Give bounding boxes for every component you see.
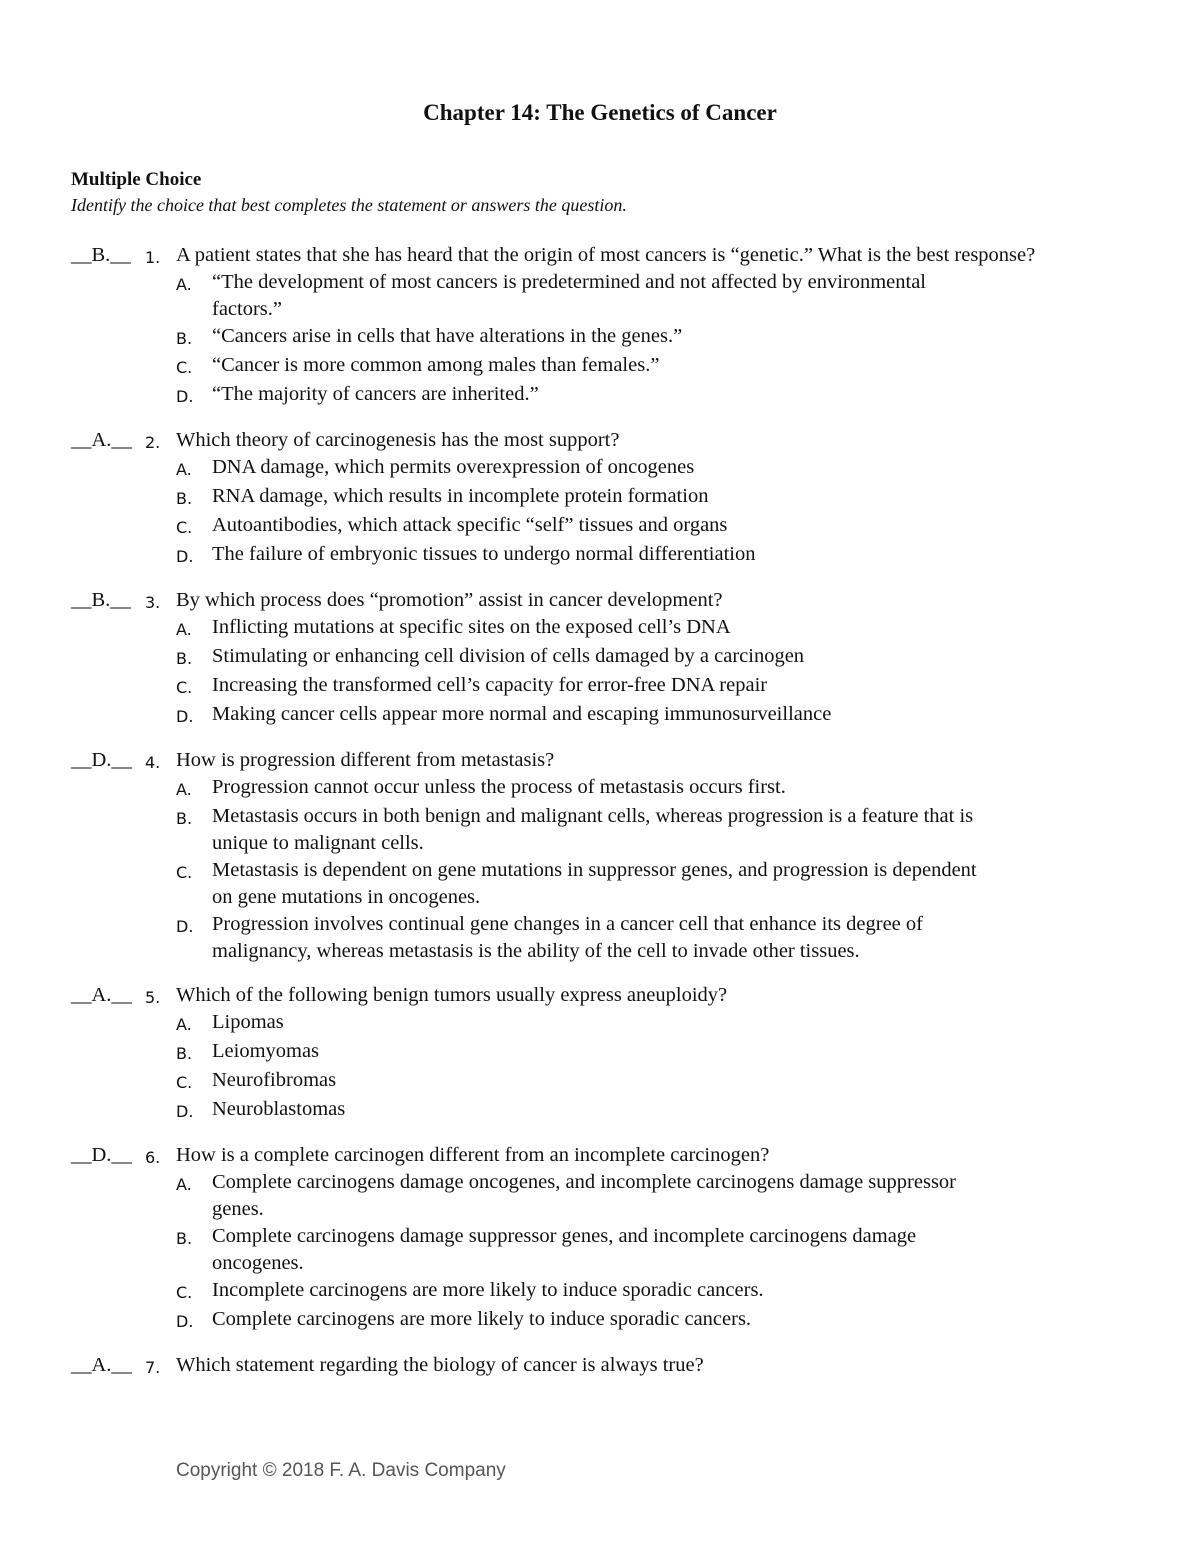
option-text: Neurofibromas	[212, 1069, 337, 1091]
answer-option	[176, 774, 1131, 803]
option-text: Progression involves continual gene changes in a cancer cell that enhance its degree of malignancy, whereas metastasis is the ability of the cell to invade other tissues.	[212, 913, 923, 962]
option-text: Making cancer cells appear more normal and escaping immunosurveillance	[212, 703, 832, 725]
question-body	[176, 982, 1131, 1125]
question-body	[176, 427, 1131, 570]
answer-option	[176, 1009, 1131, 1038]
question-number: 7.	[145, 1358, 161, 1377]
option-letter: D.	[176, 387, 194, 406]
option-text: Progression cannot occur unless the process of metastasis occurs first.	[212, 776, 786, 798]
option-letter: C.	[176, 358, 193, 377]
answer-option	[176, 643, 1131, 672]
option-letter: A.	[176, 620, 192, 639]
answer-option	[176, 454, 1131, 483]
option-text: “Cancers arise in cells that have alterations in the genes.”	[212, 325, 683, 347]
answer-option	[176, 614, 1131, 643]
option-text: Incomplete carcinogens are more likely to induce sporadic cancers.	[212, 1279, 764, 1301]
copyright-footer: Copyright © 2018 F. A. Davis Company	[176, 1460, 506, 1481]
answer-option	[176, 701, 1131, 730]
question-6	[71, 1142, 1131, 1335]
answer-option	[176, 1169, 1131, 1223]
question-1	[71, 242, 1131, 410]
answer-slot: __B.__	[71, 244, 131, 266]
answer-option	[176, 381, 1131, 410]
option-letter: B.	[176, 1229, 193, 1248]
question-3	[71, 587, 1131, 730]
option-letter: B.	[176, 649, 193, 668]
option-letter: D.	[176, 1312, 194, 1331]
question-4	[71, 747, 1131, 965]
answer-slot: __A.__	[71, 1354, 132, 1376]
option-letter: A.	[176, 780, 192, 799]
option-text: Stimulating or enhancing cell division of cells damaged by a carcinogen	[212, 645, 805, 667]
question-stem: How is progression different from metastasis?	[176, 749, 555, 771]
answer-option	[176, 323, 1131, 352]
option-text: Autoantibodies, which attack specific “self” tissues and organs	[212, 514, 728, 536]
section-heading: Multiple Choice	[71, 169, 202, 190]
question-body	[176, 587, 1131, 730]
option-text: Metastasis is dependent on gene mutations in suppressor genes, and progression is dependent on gene mutations in oncogenes.	[212, 859, 977, 908]
answer-option	[176, 1223, 1131, 1277]
question-5	[71, 982, 1131, 1125]
answer-option	[176, 1096, 1131, 1125]
option-letter: B.	[176, 1044, 193, 1063]
question-stem: Which theory of carcinogenesis has the most support?	[176, 429, 620, 451]
answer-option	[176, 1038, 1131, 1067]
option-letter: A.	[176, 460, 192, 479]
option-letter: D.	[176, 1102, 194, 1121]
question-body	[176, 747, 1131, 965]
answer-option	[176, 269, 1131, 323]
option-text: Complete carcinogens damage suppressor genes, and incomplete carcinogens damage oncogenes.	[212, 1225, 917, 1274]
answer-option	[176, 352, 1131, 381]
option-letter: A.	[176, 275, 192, 294]
option-text: Complete carcinogens are more likely to induce sporadic cancers.	[212, 1308, 752, 1330]
answer-slot: __D.__	[71, 749, 132, 771]
answer-option	[176, 541, 1131, 570]
question-number: 3.	[145, 593, 161, 612]
option-text: Inflicting mutations at specific sites on the exposed cell’s DNA	[212, 616, 731, 638]
option-text: “The majority of cancers are inherited.”	[212, 383, 539, 405]
question-body	[176, 242, 1131, 410]
option-letter: A.	[176, 1015, 192, 1034]
answer-option	[176, 672, 1131, 701]
option-text: “The development of most cancers is predetermined and not affected by environmental factors.”	[212, 271, 927, 320]
option-letter: C.	[176, 678, 193, 697]
option-letter: D.	[176, 547, 194, 566]
option-text: RNA damage, which results in incomplete protein formation	[212, 485, 709, 507]
question-number: 4.	[145, 753, 161, 772]
option-letter: B.	[176, 809, 193, 828]
answer-slot: __A.__	[71, 429, 132, 451]
question-number: 2.	[145, 433, 161, 452]
option-text: The failure of embryonic tissues to undergo normal differentiation	[212, 543, 756, 565]
option-letter: C.	[176, 1283, 193, 1302]
question-stem: Which of the following benign tumors usually express aneuploidy?	[176, 984, 728, 1006]
option-letter: A.	[176, 1175, 192, 1194]
answer-slot: __D.__	[71, 1144, 132, 1166]
option-text: Increasing the transformed cell’s capacity for error-free DNA repair	[212, 674, 768, 696]
question-stem: By which process does “promotion” assist in cancer development?	[176, 589, 723, 611]
option-letter: B.	[176, 489, 193, 508]
option-letter: C.	[176, 518, 193, 537]
option-letter: D.	[176, 917, 194, 936]
question-body	[176, 1352, 1131, 1381]
question-7	[71, 1352, 1131, 1381]
answer-option	[176, 512, 1131, 541]
question-2	[71, 427, 1131, 570]
option-letter: D.	[176, 707, 194, 726]
answer-option	[176, 911, 1131, 965]
option-text: Leiomyomas	[212, 1040, 320, 1062]
option-text: Complete carcinogens damage oncogenes, and incomplete carcinogens damage suppressor genes.	[212, 1171, 956, 1220]
option-text: Neuroblastomas	[212, 1098, 346, 1120]
answer-slot: __B.__	[71, 589, 131, 611]
option-text: Metastasis occurs in both benign and malignant cells, whereas progression is a feature that is unique to malignant cells.	[212, 805, 974, 854]
answer-option	[176, 1306, 1131, 1335]
answer-option	[176, 803, 1131, 857]
option-text: DNA damage, which permits overexpression of oncogenes	[212, 456, 695, 478]
answer-slot: __A.__	[71, 984, 132, 1006]
question-stem: A patient states that she has heard that the origin of most cancers is “genetic.” What is the best response?	[176, 244, 1036, 266]
answer-option	[176, 1277, 1131, 1306]
option-letter: C.	[176, 1073, 193, 1092]
instructions: Identify the choice that best completes the statement or answers the question.	[71, 195, 627, 215]
question-number: 5.	[145, 988, 161, 1007]
option-text: Lipomas	[212, 1011, 284, 1033]
answer-option	[176, 857, 1131, 911]
question-list	[71, 242, 1131, 1398]
page-title: Chapter 14: The Genetics of Cancer	[423, 100, 777, 125]
question-stem: Which statement regarding the biology of cancer is always true?	[176, 1354, 704, 1376]
question-body	[176, 1142, 1131, 1335]
answer-option	[176, 1067, 1131, 1096]
option-letter: C.	[176, 863, 193, 882]
question-number: 6.	[145, 1148, 161, 1167]
question-stem: How is a complete carcinogen different from an incomplete carcinogen?	[176, 1144, 770, 1166]
option-letter: B.	[176, 329, 193, 348]
answer-option	[176, 483, 1131, 512]
question-number: 1.	[145, 248, 161, 267]
option-text: “Cancer is more common among males than females.”	[212, 354, 660, 376]
